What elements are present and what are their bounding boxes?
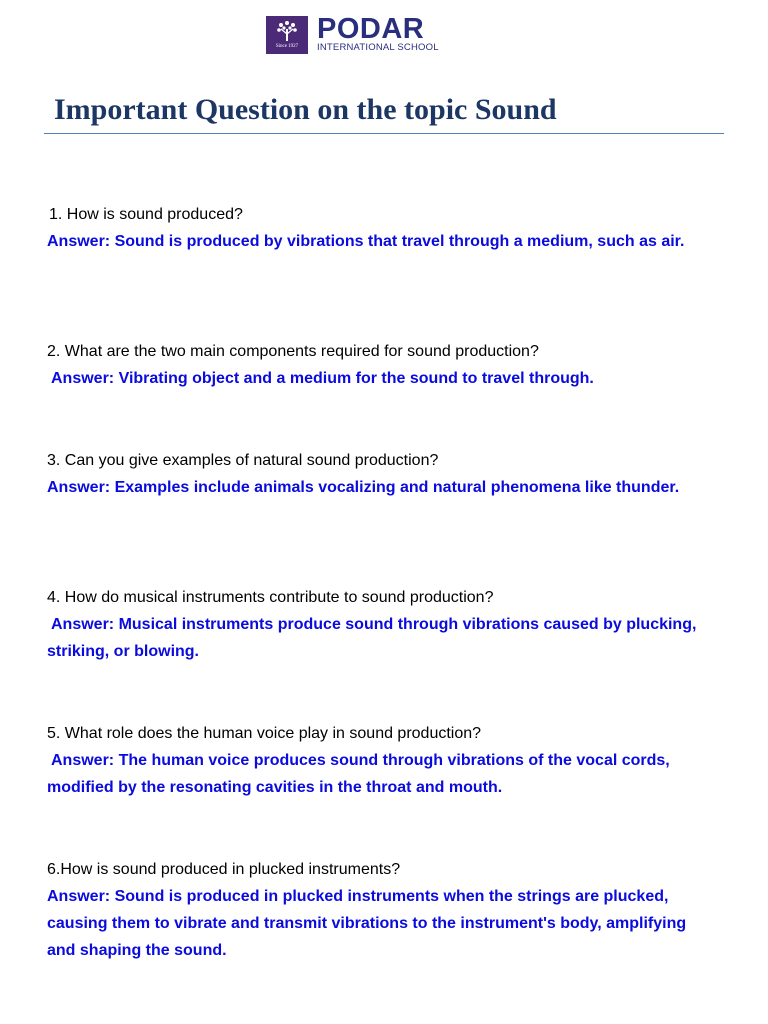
question-5: 5. What role does the human voice play in sound production? — [47, 725, 482, 742]
answer-4: Answer: Musical instruments produce sound through vibrations caused by plucking, striking, or blowing. — [47, 616, 697, 660]
answer-2: Answer: Vibrating object and a medium for the sound to travel through. — [51, 370, 594, 387]
logo-name: PODAR — [317, 13, 425, 45]
logo-emblem — [266, 16, 308, 54]
page-title: Important Question on the topic Sound — [54, 93, 557, 126]
qa-item-2 — [0, 338, 768, 392]
question-1: 1. How is sound produced? — [49, 206, 243, 223]
tree-emblem-icon — [275, 19, 299, 43]
question-4: 4. How do musical instruments contribute to sound production? — [47, 589, 494, 606]
qa-item-5 — [0, 720, 768, 801]
answer-6: Answer: Sound is produced in plucked instruments when the strings are plucked, causing them to vibrate and transmit vibrations to the instrument's body, amplifying and shaping the sound. — [47, 888, 687, 959]
qa-item-6 — [0, 856, 768, 964]
logo-subtitle: INTERNATIONAL SCHOOL — [317, 42, 439, 53]
question-2: 2. What are the two main components required for sound production? — [47, 343, 539, 360]
answer-3: Answer: Examples include animals vocalizing and natural phenomena like thunder. — [47, 479, 680, 496]
answer-1: Answer: Sound is produced by vibrations that travel through a medium, such as air. — [47, 233, 685, 250]
qa-item-1 — [0, 201, 768, 255]
answer-5: Answer: The human voice produces sound through vibrations of the vocal cords, modified by the resonating cavities in the throat and mouth. — [47, 752, 670, 796]
title-divider — [44, 133, 724, 134]
qa-item-3 — [0, 447, 768, 501]
qa-item-4 — [0, 584, 768, 665]
question-3: 3. Can you give examples of natural sound production? — [47, 452, 439, 469]
logo-since-text: Since 1927 — [275, 44, 299, 49]
question-6: 6.How is sound produced in plucked instruments? — [47, 861, 401, 878]
school-logo — [266, 15, 486, 57]
